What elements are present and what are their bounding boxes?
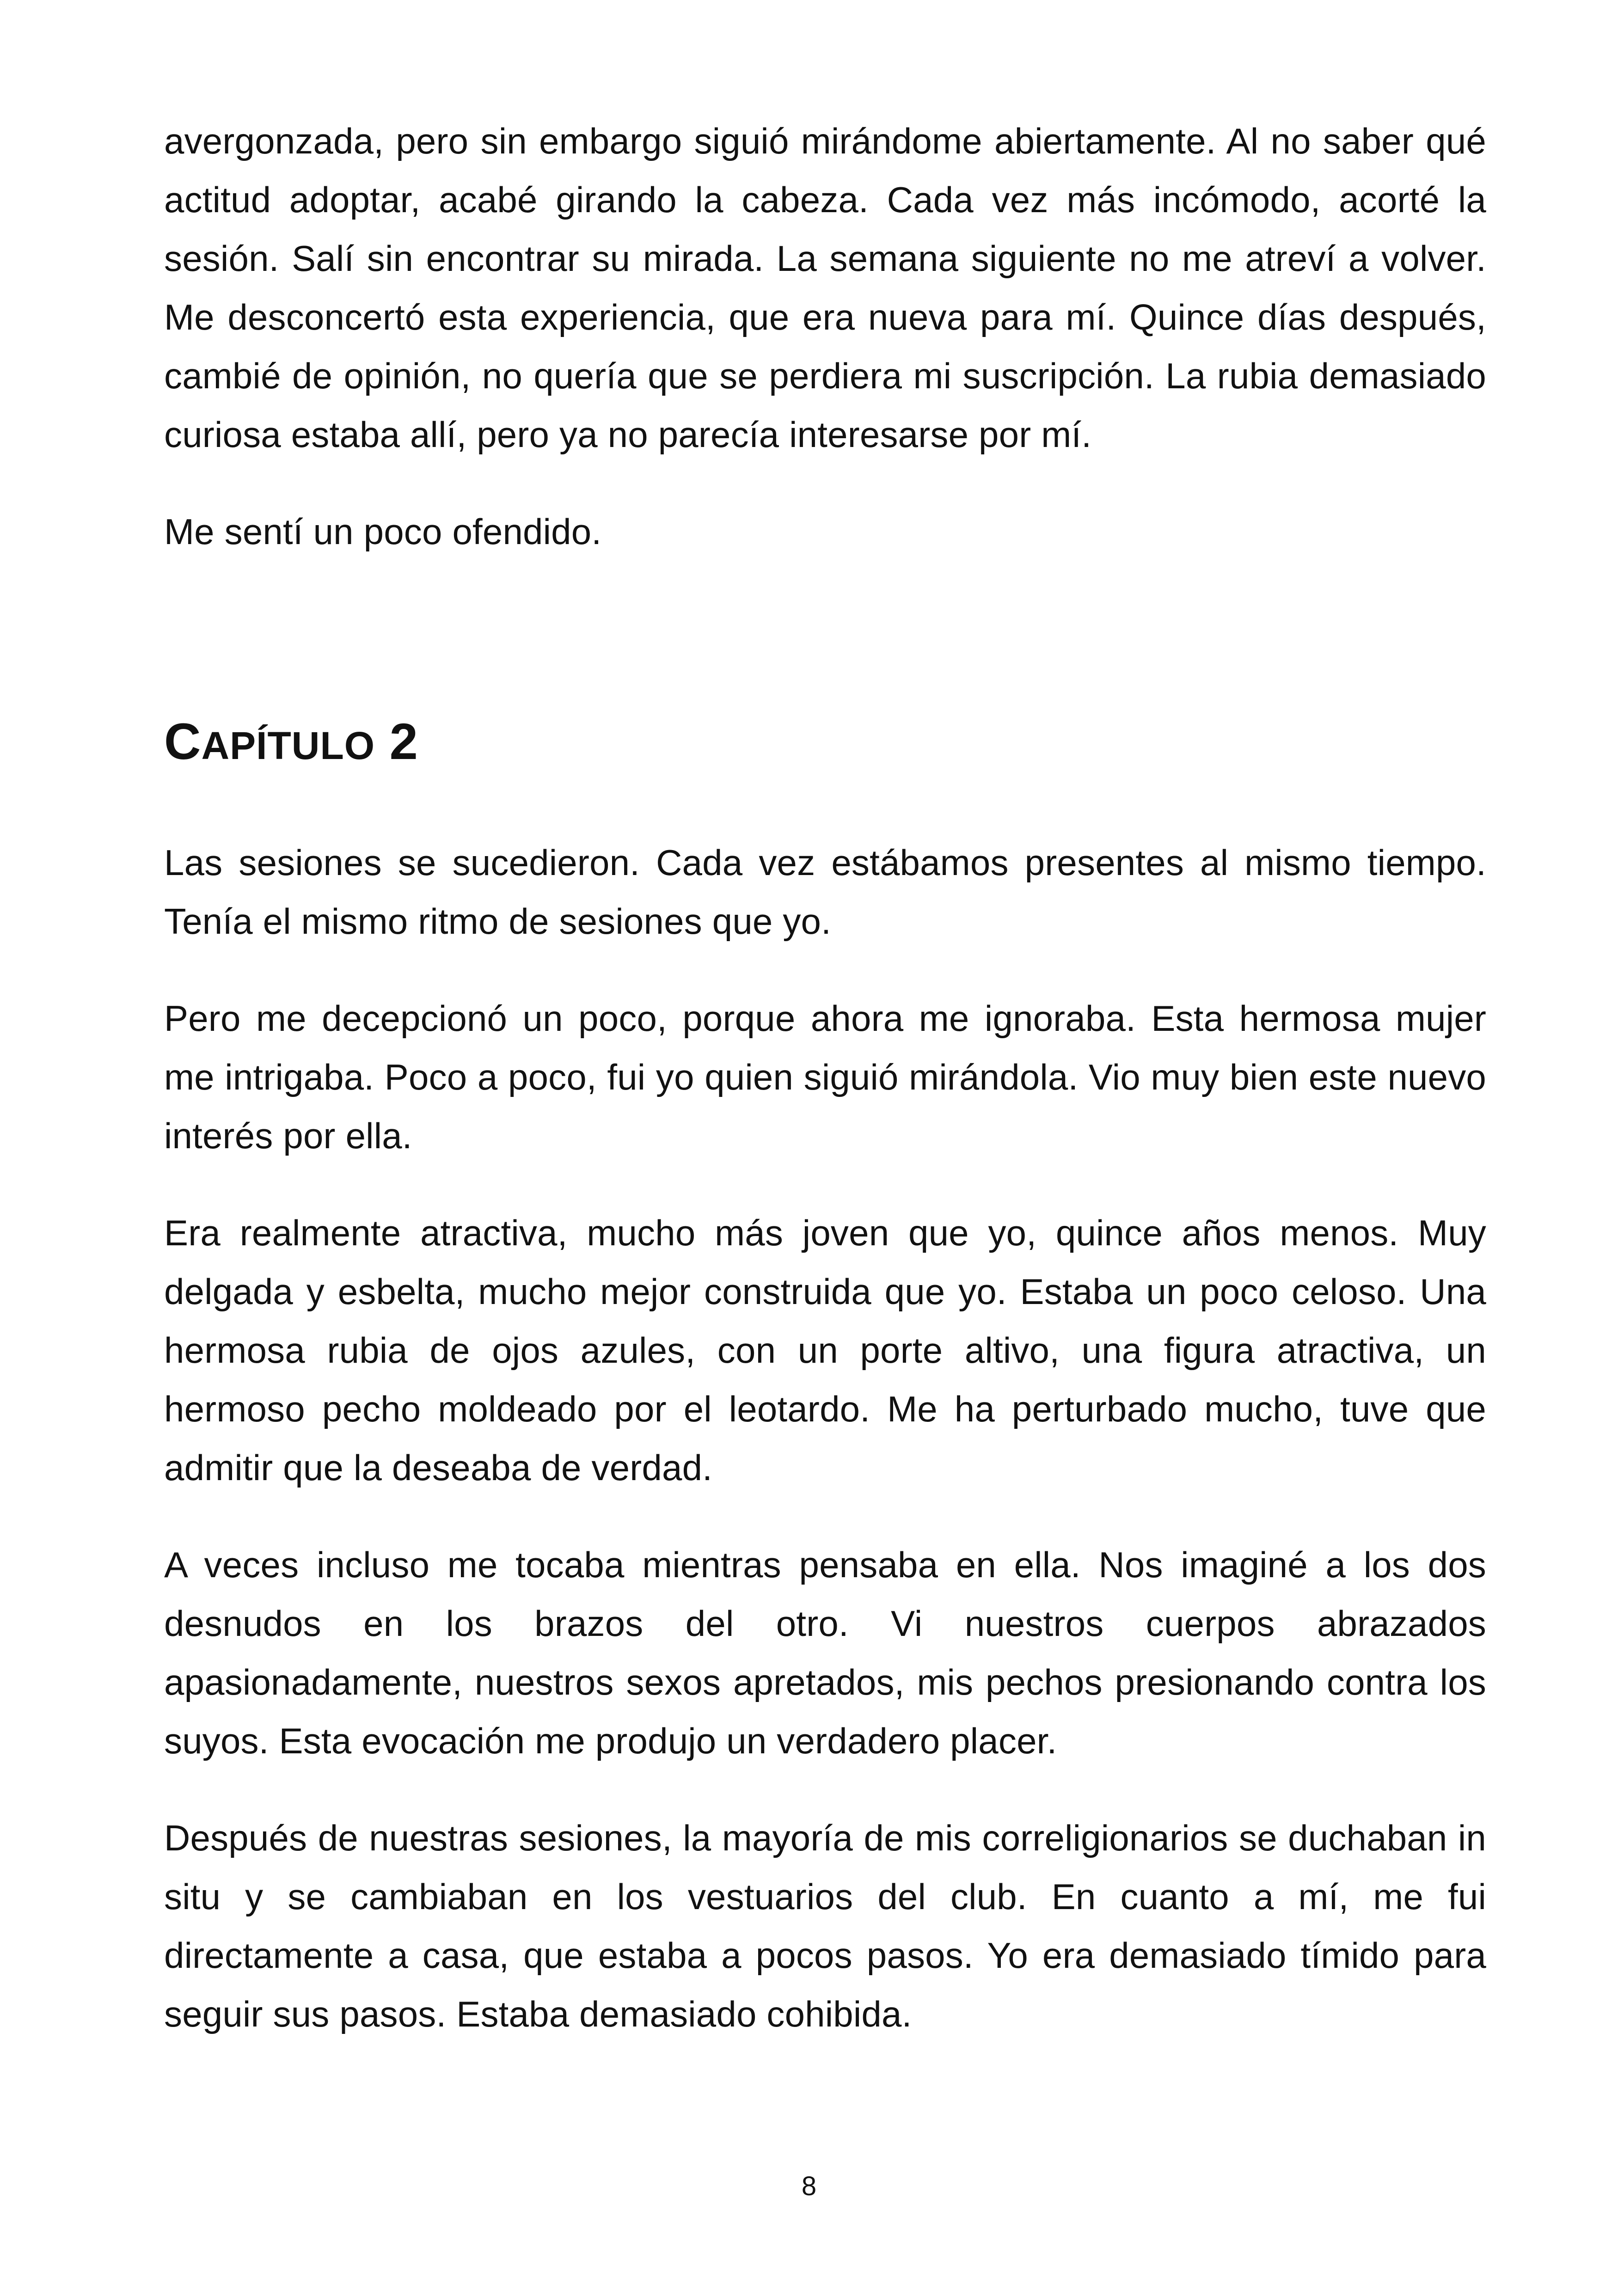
chapter-number: 2 bbox=[389, 713, 418, 770]
paragraph: Después de nuestras sesiones, la mayoría de mis correligionarios se duchaban in situ y se cambiaban en los vestuarios del club. En cuanto a mí, me fui directamente a casa, que estaba a pocos pasos. Yo era demasiado tímido para seguir sus pasos. Estaba demasiado cohibida. bbox=[164, 1818, 1486, 2034]
page-number: 8 bbox=[801, 2171, 817, 2201]
chapter-word: APÍTULO bbox=[201, 724, 375, 767]
text-block-chapter bbox=[164, 833, 1486, 2044]
paragraph: avergonzada, pero sin embargo siguió mirándome abiertamente. Al no saber qué actitud adoptar, acabé girando la cabeza. Cada vez más incómodo, acorté la sesión. Salí sin encontrar su mirada. La semana siguiente no me atreví a volver. Me desconcertó esta experiencia, que era nueva para mí. Quince días después, cambié de opinión, no quería que se perdiera mi suscripción. La rubia demasiado curiosa estaba allí, pero ya no parecía interesarse por mí. bbox=[164, 121, 1486, 455]
chapter-heading bbox=[164, 710, 418, 778]
text-block-top bbox=[164, 112, 1486, 561]
paragraph: Las sesiones se sucedieron. Cada vez estábamos presentes al mismo tiempo. Tenía el mismo ritmo de sesiones que yo. bbox=[164, 842, 1486, 942]
paragraph: Pero me decepcionó un poco, porque ahora me ignoraba. Esta hermosa mujer me intrigaba. Poco a poco, fui yo quien siguió mirándola. Vio muy bien este nuevo interés por ella. bbox=[164, 998, 1486, 1156]
paragraph: Era realmente atractiva, mucho más joven que yo, quince años menos. Muy delgada y esbelta, mucho mejor construida que yo. Estaba un poco celoso. Una hermosa rubia de ojos azules, con un porte altivo, una figura atractiva, un hermoso pecho moldeado por el leotardo. Me ha perturbado mucho, tuve que admitir que la deseaba de verdad. bbox=[164, 1212, 1486, 1488]
chapter-initial: C bbox=[164, 713, 202, 770]
paragraph: A veces incluso me tocaba mientras pensaba en ella. Nos imaginé a los dos desnudos en los brazos del otro. Vi nuestros cuerpos abrazados apasionadamente, nuestros sexos apretados, mis pechos presionando contra los suyos. Esta evocación me produjo un verdadero placer. bbox=[164, 1544, 1486, 1761]
paragraph: Me sentí un poco ofendido. bbox=[164, 511, 602, 552]
